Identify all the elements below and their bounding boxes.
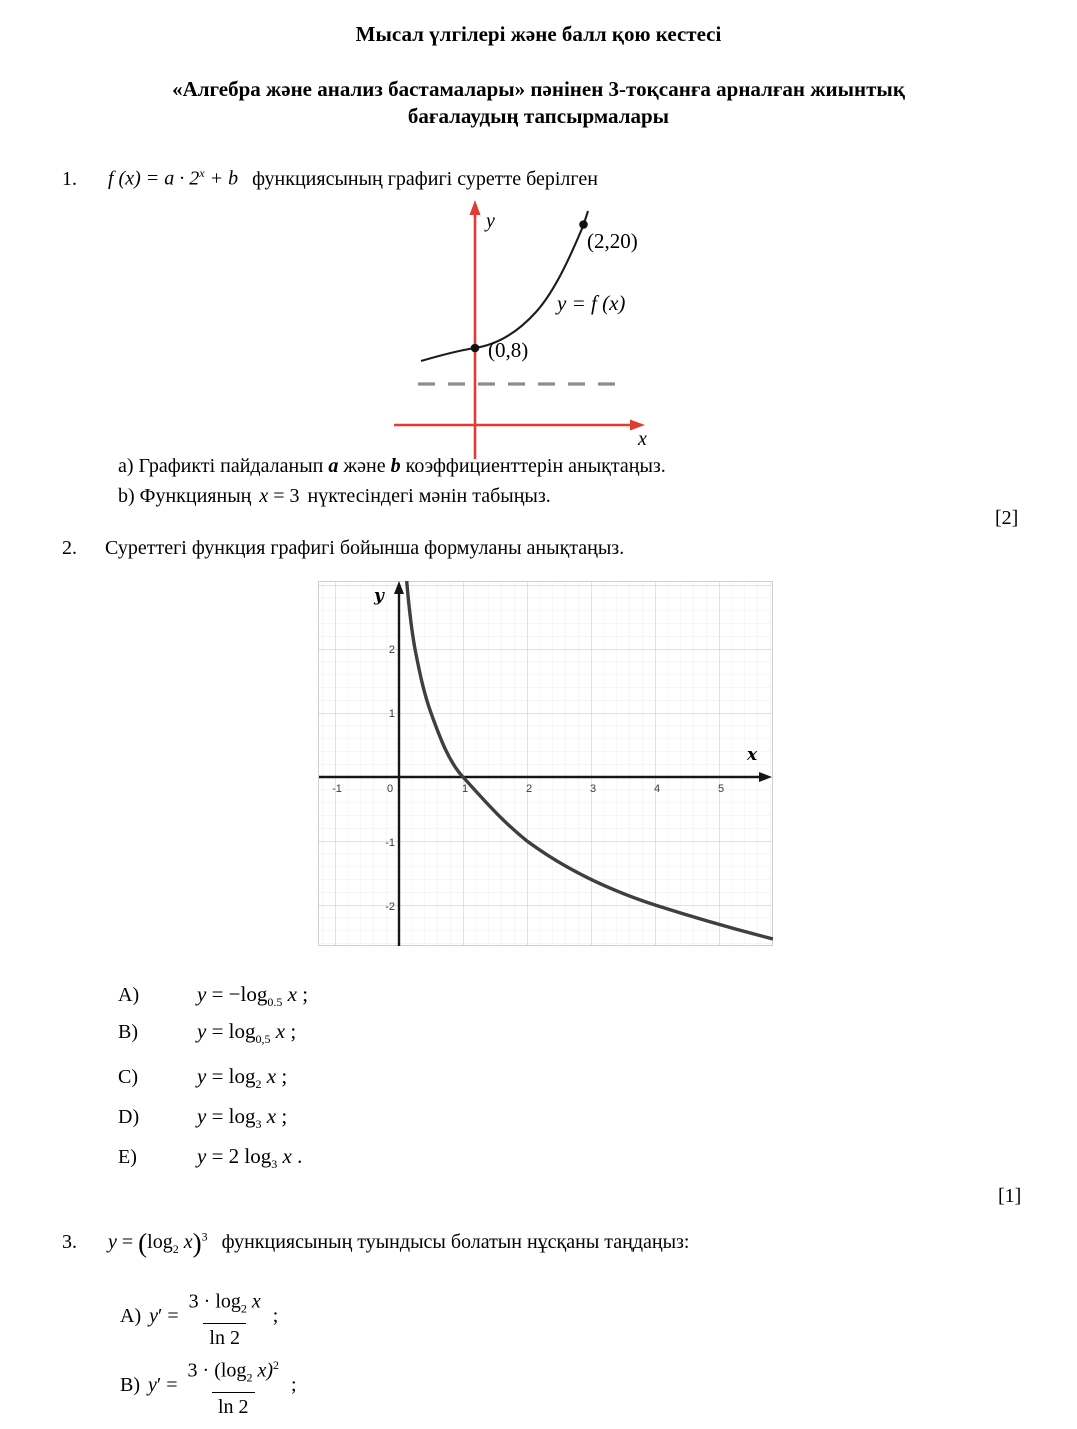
y-tick-label: -2 [385,901,395,913]
q1-number: 1. [62,167,77,190]
q3-prompt: функциясының туындысы болатын нұсқаны таңдаңыз: [221,1231,690,1253]
q1-part-a-text3: коэффициенттерін анықтаңыз. [400,455,666,477]
q3-formula-open-paren: ( [138,1228,148,1258]
option-letter: B) [118,1021,138,1043]
option-lhs-y: y [149,1305,158,1328]
numerator-var: x [246,1290,261,1313]
q1-formula-exponent: x [199,166,205,180]
major-grid [318,581,773,946]
y-tick-label: 1 [388,708,395,720]
fraction [183,1283,267,1351]
q3-formula-power: 3 [201,1229,208,1244]
option-var-x: x [270,1019,286,1043]
fraction-denominator: ln 2 [203,1323,246,1351]
option-letter: C) [118,1066,138,1088]
x-tick-label: 3 [589,783,597,795]
y-tick-label: 2 [388,644,395,656]
x-tick-label: 0 [386,783,394,795]
fraction-denominator: ln 2 [212,1392,255,1420]
option-log-base: 2 [255,1077,262,1092]
option-letter: A) [118,984,140,1006]
q1-part-a-label: a) [118,455,134,477]
q2-number: 2. [62,537,77,559]
q3-formula-equals: = [116,1231,139,1253]
option-tail: . [291,1144,303,1168]
numerator-var: x) [252,1359,273,1382]
x-axis-label: x [747,745,758,765]
subtitle-line-2: бағалаудың тапсырмалары [407,104,670,128]
numerator-log-base: 2 [240,1301,247,1316]
question-1-line [62,166,598,191]
numerator-text: 3 · (log [187,1359,247,1382]
x-axis-label: x [638,428,647,450]
option-lhs-y: y [148,1374,157,1397]
fraction-numerator [183,1283,267,1323]
q1-part-a [118,455,666,478]
fraction [182,1352,285,1420]
q1-part-b-label: b) [118,485,135,507]
option-lhs-rest: ′ = [156,1374,178,1397]
y-axis-label: y [374,586,384,606]
q1-part-b-math [259,485,299,507]
q2-option-c [118,1064,287,1092]
q1-part-b-text2: нүктесіндегі мәнін табыңыз. [307,485,551,507]
fraction-numerator [182,1352,285,1392]
q2-prompt: Суреттегі функция графигі бойынша формуланы анықтаңыз. [105,537,625,559]
y-axis-label: y [486,210,495,232]
option-var-y: y [197,982,207,1006]
q2-option-a [118,982,308,1010]
q2-option-b [118,1019,296,1047]
option-operator: = log [206,1019,256,1043]
option-tail: ; [276,1064,288,1088]
point-label-lower: (0,8) [488,338,529,362]
q1-part-a-text1: Графикті пайдаланып [138,455,329,477]
option-var-y: y [197,1064,207,1088]
subtitle-line-1: «Алгебра және анализ бастамалары» пәнінен 3-тоқсанға арналған жиынтық [172,77,905,101]
option-log-base: 0,5 [255,1032,271,1047]
option-letter: A) [120,1305,142,1328]
numerator-log-base: 2 [246,1370,253,1385]
q1-prompt: функциясының графигі суретте берілген [252,167,598,190]
point-label-upper: (2,20) [587,229,638,253]
q1-part-b-equals: = 3 [268,485,300,507]
x-tick-label: 2 [525,783,533,795]
q1-formula-main: f (x) = a · 2 [108,167,200,190]
option-tail: ; [296,982,309,1006]
q1-part-b-text1: Функцияның [139,485,252,507]
q2-option-d [118,1104,287,1132]
option-letter: B) [120,1374,140,1397]
x-tick-label: 1 [461,783,469,795]
data-point-2-20 [579,220,588,229]
page-title: Мысал үлгілері және балл қою кестесі [355,22,722,46]
q1-var-a: а [328,455,339,477]
q1-var-x: x [259,485,269,507]
option-letter: E) [118,1146,137,1168]
q2-option-e [118,1144,302,1172]
numerator-text: 3 · log [188,1290,241,1313]
option-tail: ; [285,1019,297,1043]
option-log-base: 0.5 [267,995,283,1010]
q1-formula-tail: + b [204,167,239,190]
option-var-y: y [197,1104,207,1128]
curve-label: y = f (x) [557,291,626,315]
question-3-line [62,1228,689,1259]
q3-formula-log: log [147,1231,173,1253]
option-tail: ; [272,1305,279,1328]
option-letter: D) [118,1106,140,1128]
graph-1-exponential [390,198,662,462]
option-var-x: x [261,1064,277,1088]
x-tick-label: -1 [332,783,342,795]
option-operator: = log [206,1104,256,1128]
numerator-power: 2 [272,1358,279,1372]
q3-formula-var-x: x [178,1231,193,1253]
q3-option-b [120,1352,297,1420]
option-var-y: y [197,1144,207,1168]
option-lhs-rest: ′ = [158,1305,179,1328]
q1-marks-badge: [2] [995,507,1019,529]
option-tail: ; [276,1104,288,1128]
graph-2-logarithm [318,581,773,946]
option-operator: = −log [206,982,268,1006]
q3-number: 3. [62,1231,77,1253]
q3-option-a [120,1283,278,1351]
option-var-x: x [277,1144,292,1168]
q1-var-b: b [390,455,401,477]
y-tick-label: -1 [385,837,395,849]
option-var-x: x [261,1104,277,1128]
x-tick-label: 5 [717,783,725,795]
data-point-0-8 [471,344,480,353]
option-log-base: 3 [271,1157,278,1172]
q1-part-b [118,485,551,508]
option-operator: = 2 log [206,1144,272,1168]
option-tail: ; [290,1374,297,1397]
option-log-base: 3 [255,1117,262,1132]
q3-formula-log-base: 2 [172,1242,179,1256]
x-tick-label: 4 [653,783,661,795]
option-var-y: y [197,1019,207,1043]
q3-formula-y: y [108,1231,117,1253]
option-var-x: x [282,982,297,1006]
question-2-line [62,537,624,560]
y-axis-arrow-icon [470,200,481,215]
q3-formula-close-paren: ) [192,1228,202,1258]
q1-part-a-text2: және [338,455,391,477]
option-operator: = log [206,1064,256,1088]
q2-marks-badge: [1] [998,1185,1022,1207]
